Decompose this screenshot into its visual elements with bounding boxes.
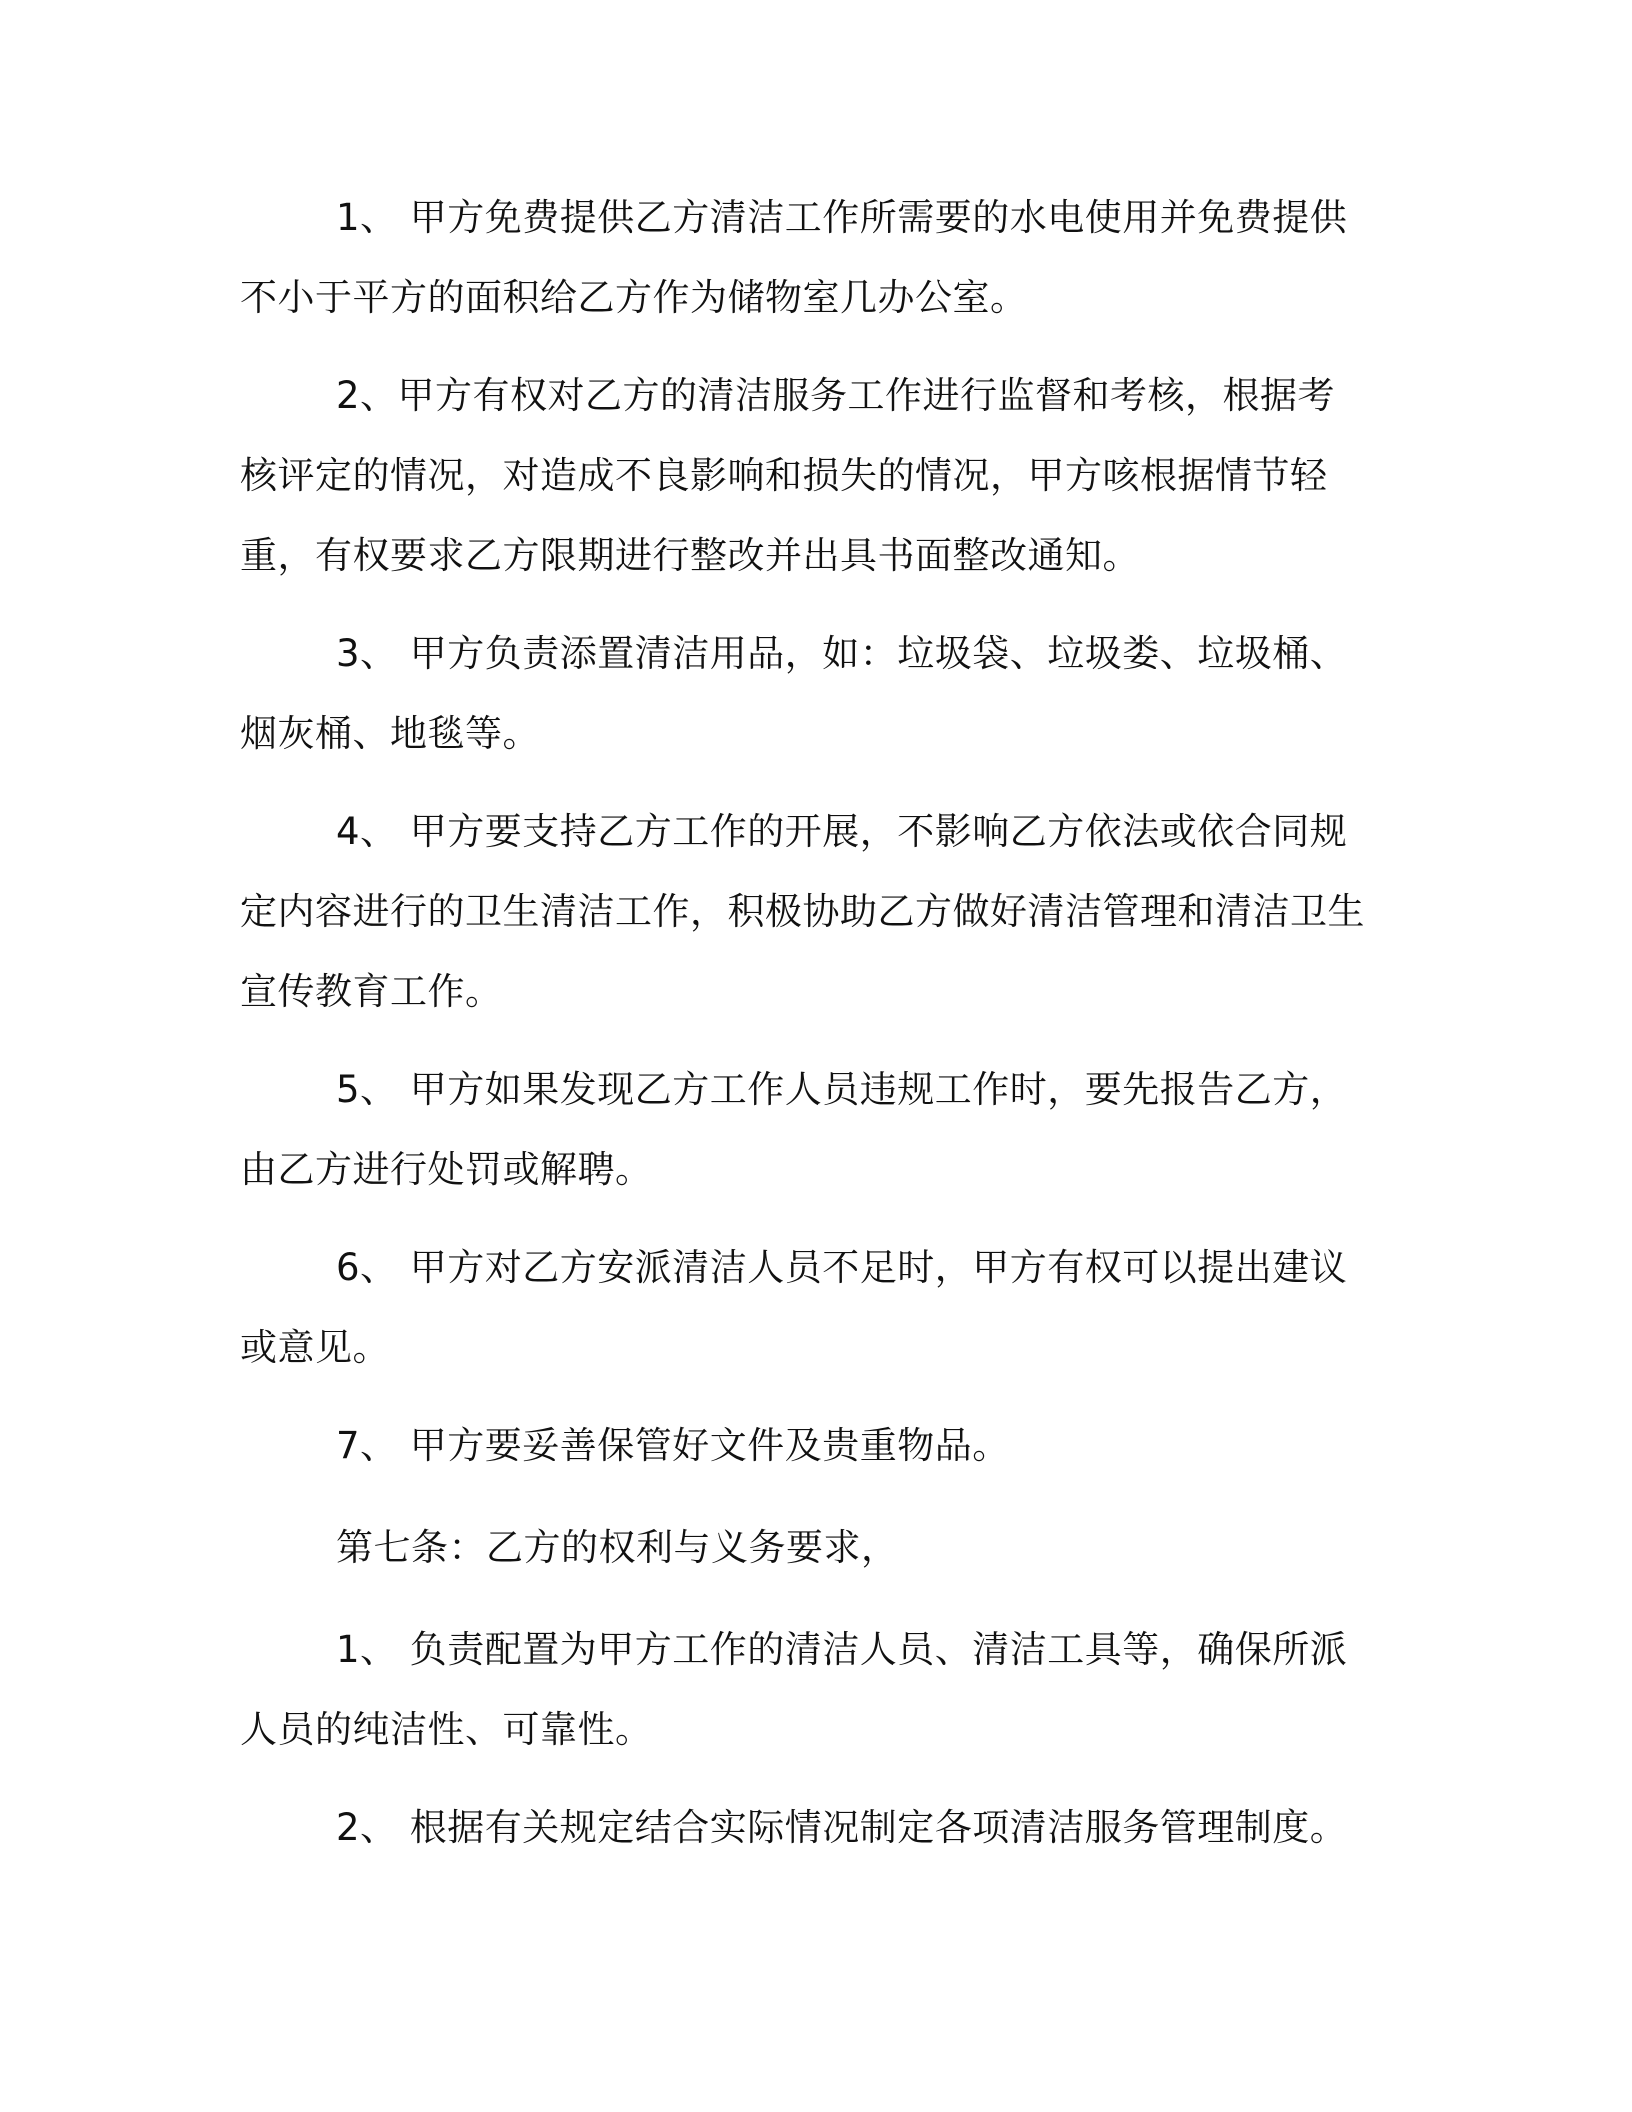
paragraph-party-a-1: 1、 甲方免费提供乙方清洁工作所需要的水电使用并免费提供不小于平方的面积给乙方作为储物室几办公室。 — [240, 196, 1348, 319]
paragraph-party-a-6: 6、 甲方对乙方安派清洁人员不足时，甲方有权可以提出建议或意见。 — [240, 1246, 1348, 1369]
paragraph-party-b-1: 1、 负责配置为甲方工作的清洁人员、清洁工具等，确保所派人员的纯洁性、可靠性。 — [240, 1628, 1348, 1751]
paragraph-party-a-5: 5、 甲方如果发现乙方工作人员违规工作时，要先报告乙方，由乙方进行处罚或解聘。 — [240, 1068, 1348, 1191]
article-seven-heading: 第七条：乙方的权利与义务要求， — [336, 1526, 899, 1569]
paragraph-party-a-7: 7、 甲方要妥善保管好文件及贵重物品。 — [336, 1424, 1010, 1467]
paragraph-party-a-4: 4、 甲方要支持乙方工作的开展，不影响乙方依法或依合同规定内容进行的卫生清洁工作，积极协助乙方做好清洁管理和清洁卫生宣传教育工作。 — [240, 810, 1365, 1013]
paragraph-party-a-2: 2、甲方有权对乙方的清洁服务工作进行监督和考核，根据考核评定的情况，对造成不良影响和损失的情况，甲方咳根据情节轻重，有权要求乙方限期进行整改并出具书面整改通知。 — [240, 374, 1336, 577]
paragraph-party-a-3: 3、 甲方负责添置清洁用品，如：垃圾袋、垃圾娄、垃圾桶、烟灰桶、地毯等。 — [240, 632, 1348, 755]
paragraph-party-b-2: 2、 根据有关规定结合实际情况制定各项清洁服务管理制度。 — [336, 1806, 1348, 1849]
